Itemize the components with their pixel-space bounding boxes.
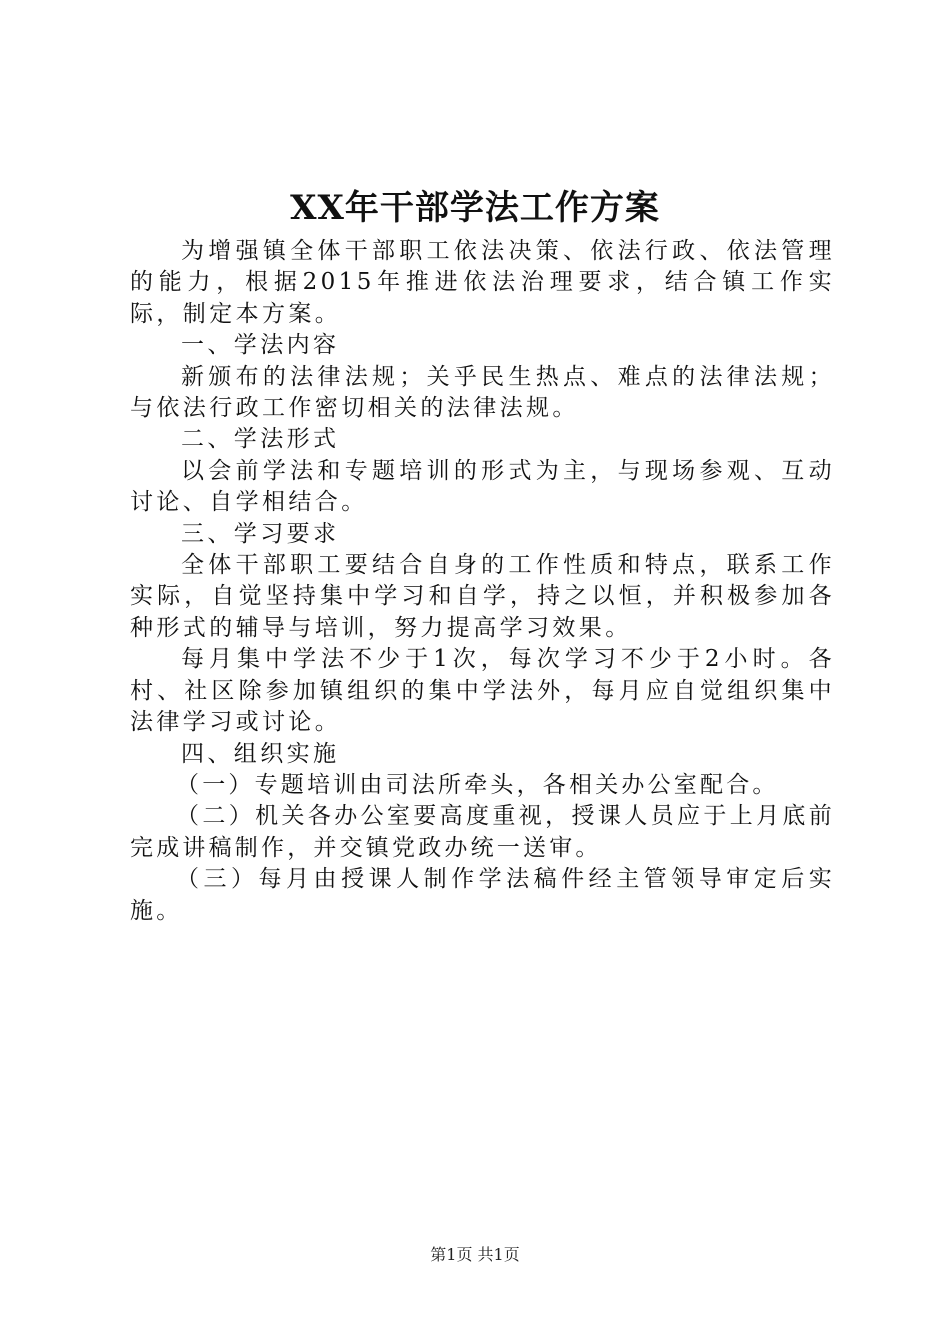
page-number-footer: 第1页 共1页 — [430, 1245, 520, 1264]
section-heading-4: 四、组织实施 — [181, 740, 340, 767]
section-1-paragraph-1: 新颁布的法律法规；关乎民生热点、难点的法律法规；与依法行政工作密切相关的法律法规。 — [130, 363, 835, 422]
section-heading-1: 一、学法内容 — [181, 332, 340, 359]
document-body — [130, 236, 835, 927]
section-heading-3: 三、学习要求 — [181, 520, 340, 547]
section-3-paragraph-1: 全体干部职工要结合自身的工作性质和特点，联系工作实际，自觉坚持集中学习和自学，持之以恒，并积极参加各种形式的辅导与培训，努力提高学习效果。 — [130, 552, 835, 641]
section-4-item-2: （二）机关各办公室要高度重视，授课人员应于上月底前完成讲稿制作，并交镇党政办统一送审。 — [130, 803, 835, 861]
section-2-paragraph-1: 以会前学法和专题培训的形式为主，与现场参观、互动讨论、自学相结合。 — [130, 457, 835, 516]
document-title: XX年干部学法工作方案 — [290, 188, 660, 228]
section-heading-2: 二、学法形式 — [181, 426, 340, 453]
section-3-paragraph-2: 每月集中学法不少于1次，每次学习不少于2小时。各村、社区除参加镇组织的集中学法外，每月应自觉组织集中法律学习或讨论。 — [130, 646, 835, 736]
intro-paragraph: 为增强镇全体干部职工依法决策、依法行政、依法管理的能力，根据2015年推进依法治理要求，结合镇工作实际，制定本方案。 — [130, 238, 835, 327]
section-4-item-3: （三）每月由授课人制作学法稿件经主管领导审定后实施。 — [130, 866, 835, 924]
section-4-item-1: （一）专题培训由司法所牵头，各相关办公室配合。 — [176, 771, 779, 798]
